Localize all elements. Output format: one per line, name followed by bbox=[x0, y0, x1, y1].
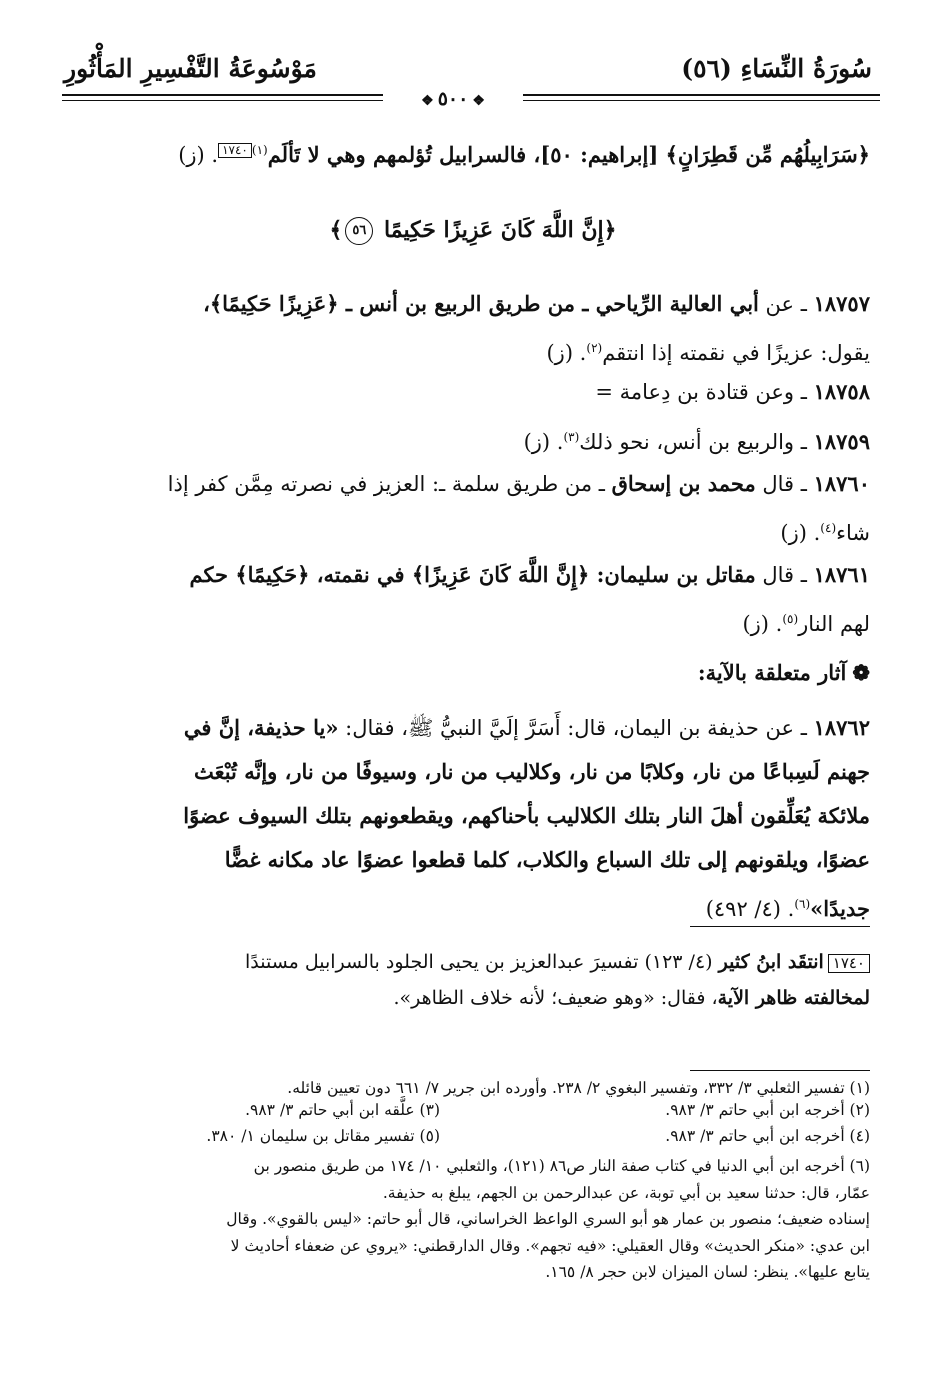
footnote-row-4-5 bbox=[78, 1127, 870, 1153]
entry-18760: ١٨٧٦٠ ـ قال محمد بن إسحاق ـ من طريق سلمة ـ: العزيز في نصرته مِمَّن كفر إذا شاء$^{(٤)}$. (ز) bbox=[167, 471, 870, 545]
flower-icon: ❁ bbox=[852, 660, 870, 685]
verse-heading: ﴿إِنَّ اللَّهَ كَانَ عَزِيزًا حَكِيمًا ٥٦﴾ bbox=[329, 217, 617, 243]
continuation-line: ﴿سَرَابِيلُهُم مِّن قَطِرَانٍ﴾ [إبراهيم: ٥٠]، فالسرابيل تُؤلمهم وهي لا تَألَم$^{(١)}$١٧٤٠. (ز) bbox=[178, 142, 870, 167]
footnote-6: (٦) أخرجه ابن أبي الدنيا في كتاب صفة النار ص٨٦ (١٢١)، والثعلبي ١٠/ ١٧٤ من طريق منصور بن عمّار، قال: حدثنا سعيد بن أبي توبة، عن عبدالرحمن بن الجهم، يبلغ به حذيفة. إسناده ضعيف؛ منصور بن عمار هو أبو السري الواعظ الخراساني، قال أبو حاتم: «ليس بالقوي». وقال ابن عدي: «منكر الحديث» وقال العقيلي: «فيه تجهم». وقال الدارقطني: «يروي عن ضعفاء أحاديث لا يتابع عليها». ينظر: لسان الميزان لابن حجر ٨/ ١٦٥. bbox=[226, 1157, 870, 1281]
running-title-book: مَوْسُوعَةُ التَّفْسِيرِ المَأْثُورِ bbox=[64, 54, 317, 83]
verse-number-badge: ٥٦ bbox=[345, 217, 373, 245]
footnote-1: (١) تفسير الثعلبي ٣/ ٣٣٢، وتفسير البغوي ٢/ ٢٣٨. وأورده ابن جرير ٧/ ٦٦١ دون تعيين قائله. bbox=[287, 1079, 870, 1097]
ornament-icon: ❖ bbox=[421, 93, 434, 109]
note-reference-box: ١٧٤٠ bbox=[218, 143, 252, 158]
footnote-2: (٢) أخرجه ابن أبي حاتم ٣/ ٩٨٣. bbox=[665, 1101, 870, 1119]
footnote-4: (٤) أخرجه ابن أبي حاتم ٣/ ٩٨٣. bbox=[665, 1127, 870, 1145]
entry-18758: ١٨٧٥٨ ـ وعن قتادة بن دِعامة = bbox=[595, 379, 870, 404]
entry-18761: ١٨٧٦١ ـ قال مقاتل بن سليمان: ﴿إِنَّ اللَّهَ كَانَ عَزِيزًا﴾ في نقمته، ﴿حَكِيمًا﴾ حكم لهم النار$^{(٥)}$. (ز) bbox=[189, 562, 870, 636]
entry-18757: ١٨٧٥٧ ـ عن أبي العالية الرِّياحي ـ من طريق الربيع بن أنس ـ ﴿عَزِيزًا حَكِيمًا﴾، يقول: عزيزًا في نقمته إذا انتقم$^{(٢)}$. (ز) bbox=[203, 291, 870, 365]
separator-rule bbox=[690, 926, 870, 927]
footnote-row-2-3 bbox=[78, 1101, 870, 1127]
running-title-surah: سُورَةُ النِّسَاءِ (٥٦) bbox=[681, 54, 872, 83]
entry-18762: ١٨٧٦٢ ـ عن حذيفة بن اليمان، قال: أَسَرَّ إلَيَّ النبيُّ ﷺ، فقال: «يا حذيفة، إنَّ في جهنم لَسِباعًا من نار، وكلابًا من نار، وكلاليب من نار، وسيوفًا من نار، وإنَّه تُبْعَث ملائكة يُعَلِّقون أهلَ النار بتلك الكلاليب بأحناكهم، ويقطعونهم بتلك السيوف عضوًا عضوًا، ويلقونهم إلى تلك السباع والكلاب، كلما قطعوا عضوًا عاد مكانه غضًّا جديدًا»$^{(٦)}$. (٤/ ٤٩٢) bbox=[183, 715, 870, 921]
entry-18759: ١٨٧٥٩ ـ والربيع بن أنس، نحو ذلك$^{(٣)}$. (ز) bbox=[523, 429, 870, 454]
page-number: ❖٥٠٠❖ bbox=[383, 87, 523, 111]
footnote-rule bbox=[690, 1070, 870, 1071]
commentary-note-1740: ١٧٤٠انتقَد ابنُ كثير (٤/ ١٢٣) تفسيرَ عبدالعزيز بن يحيى الجلود بالسرابيل مستندًا لمخالفته ظاهر الآية، فقال: «وهو ضعيف؛ لأنه خلاف الظاهر». bbox=[244, 951, 870, 1009]
note-number-box: ١٧٤٠ bbox=[828, 954, 870, 973]
footnote-3: (٣) علَّقه ابن أبي حاتم ٣/ ٩٨٣. bbox=[245, 1101, 440, 1119]
footnote-5: (٥) تفسير مقاتل بن سليمان ١/ ٣٨٠. bbox=[206, 1127, 440, 1145]
ornament-icon: ❖ bbox=[472, 93, 485, 109]
section-heading: ❁آثار متعلقة بالآية: bbox=[697, 660, 870, 685]
